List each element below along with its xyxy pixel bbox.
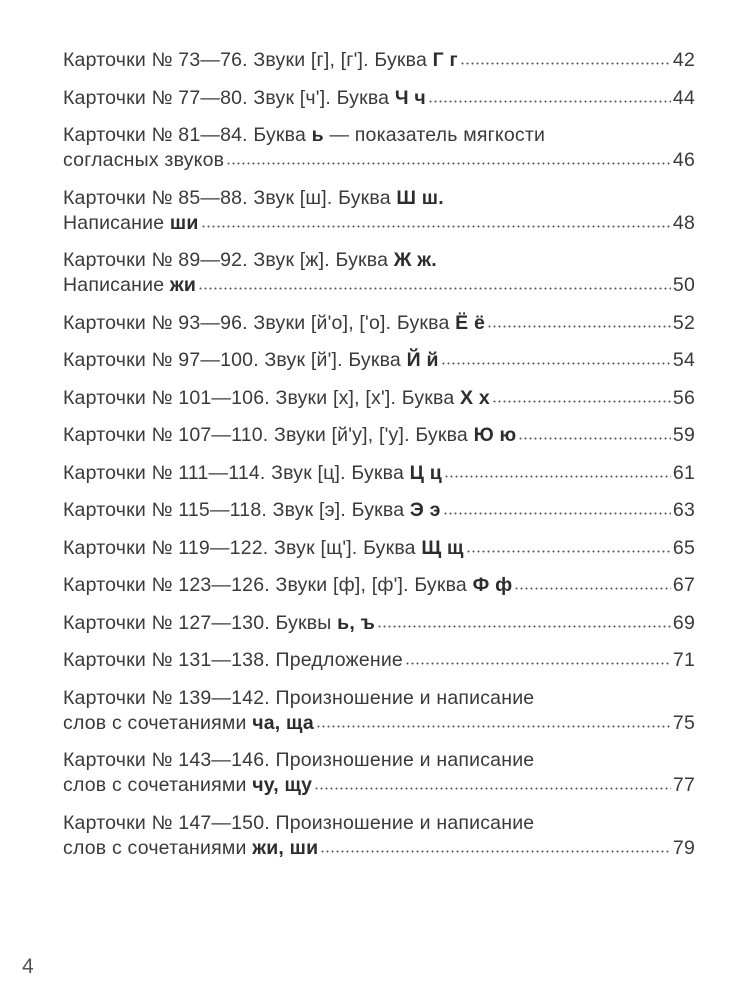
toc-text: слов с сочетаниями [63,836,253,859]
toc-line-text [63,811,534,836]
toc-line-text [63,123,545,148]
dot-leader [428,100,671,103]
toc-text: Карточки № 89—92. Звук [ж]. Буква [63,249,394,271]
toc-text: согласных звуков [63,149,225,171]
dot-leader [405,662,671,665]
toc-line [63,423,695,448]
toc-line-text [63,748,534,773]
toc-text: Карточки № 101—106. Звуки [х], [х']. Буква [63,386,461,409]
toc-bold-letters: Э э [409,499,441,521]
toc-line-text [63,461,442,486]
toc-line-text [63,423,516,448]
toc-text: Карточки № 127—130. Буквы [63,611,338,634]
toc-line-text [63,273,196,298]
toc-bold-letters: ча, ща [252,711,314,734]
toc-entry [63,123,695,173]
toc-text: Карточки № 97—100. Звук [й']. Буква [63,349,407,371]
toc-line [63,498,695,523]
toc-line-text [63,248,437,273]
dot-leader [518,437,671,440]
dot-leader [441,362,671,365]
toc-page-number: 56 [672,386,695,409]
toc-text: Карточки № 115—118. Звук [э]. Буква [63,499,410,521]
toc-line-text [63,836,318,861]
toc-line [63,711,695,736]
toc-text: Карточки № 143—146. Произношение и написание [63,749,535,771]
toc-entry [63,748,695,798]
toc-page-number: 67 [672,574,695,596]
toc-line [63,311,695,336]
toc-line-text [63,48,458,73]
toc-bold-letters: Щ щ [421,536,464,559]
toc-bold-letters: жи, ши [252,836,319,859]
dot-leader [443,512,671,515]
toc-line-text [63,386,490,411]
toc-page-number: 79 [672,836,695,859]
toc-entry [63,386,695,411]
toc-text: Карточки № 123—126. Звуки [ф], [ф']. Буква [63,574,473,596]
toc-page-number: 61 [672,461,695,484]
toc-text: Написание [63,274,170,296]
toc-text: Карточки № 73—76. Звуки [г], [г']. Буква [63,49,433,71]
toc-entry [63,811,695,861]
toc-page-number: 65 [672,536,695,559]
toc-bold-letters: Ф ф [472,574,513,596]
toc-page-number: 46 [672,149,695,171]
dot-leader [226,162,671,165]
toc-line [63,573,695,598]
dot-leader [492,400,671,403]
toc-line-text [63,311,485,336]
toc-line [63,648,695,673]
toc-text: Карточки № 119—122. Звук [щ']. Буква [63,536,422,559]
toc-line [63,386,695,411]
toc-line [63,148,695,173]
toc-text: Карточки № 85—88. Звук [ш]. Буква [63,186,397,209]
dot-leader [444,475,671,478]
toc-line-text [63,148,224,173]
dot-leader [314,787,671,790]
toc-text: Карточки № 147—150. Произношение и написание [63,811,535,834]
toc-page-number: 71 [672,649,695,671]
toc-bold-letters: Ц ц [409,461,442,484]
dot-leader [487,325,671,328]
toc-page-number: 63 [672,499,695,521]
page-number: 4 [22,955,34,978]
toc-line-text [63,573,512,598]
toc-line [63,836,695,861]
toc-page-number: 59 [672,424,695,446]
toc-text: Карточки № 93—96. Звуки [й'о], ['о]. Буква [63,311,456,334]
toc-page-number: 44 [672,86,695,109]
toc-line-text [63,211,199,236]
toc-entry [63,186,695,236]
toc-text: Карточки № 139—142. Произношение и написание [63,686,535,709]
toc-page-number: 52 [672,311,695,334]
toc-entry [63,348,695,373]
toc-entry [63,536,695,561]
toc-text: Карточки № 81—84. Буква [63,124,312,146]
toc-line [63,536,695,561]
toc-text: Карточки № 131—138. Предложение [63,649,403,671]
toc-line [63,348,695,373]
toc-line-text [63,536,464,561]
toc-line [63,773,695,798]
toc-line-text [63,348,439,373]
toc-line [63,461,695,486]
dot-leader [320,850,671,853]
toc-text: Карточки № 107—110. Звуки [й'у], ['у]. Буква [63,424,474,446]
toc-line [63,248,695,273]
toc-bold-letters: чу, щу [252,774,313,796]
toc-entry [63,498,695,523]
dot-leader [466,550,671,553]
toc-line [63,123,695,148]
toc-line [63,611,695,636]
toc-bold-letters: ши [169,211,199,234]
toc-text: слов с сочетаниями [63,711,253,734]
toc-entry [63,461,695,486]
toc-bold-letters: жи [169,274,197,296]
dot-leader [316,725,671,728]
toc-entry [63,611,695,636]
toc-line [63,211,695,236]
dot-leader [460,62,671,65]
toc-line [63,811,695,836]
toc-line [63,748,695,773]
toc-text-after: — показатель мягкости [323,124,546,146]
dot-leader [377,625,671,628]
toc-entry [63,248,695,298]
toc-line [63,186,695,211]
toc-bold-letters: Ё ё [455,311,486,334]
toc-line-text [63,773,312,798]
toc-bold-letters: Й й [406,349,439,371]
toc-bold-letters: ь [311,124,324,146]
toc-page-number: 75 [672,711,695,734]
toc-text: слов с сочетаниями [63,774,253,796]
toc-line-text [63,686,534,711]
dot-leader [514,587,671,590]
toc-line-text [63,611,375,636]
toc-bold-letters: Ж ж. [393,249,437,271]
toc-line [63,686,695,711]
toc-page-number: 42 [672,49,695,71]
toc-line-text [63,711,314,736]
toc-line [63,48,695,73]
toc-bold-letters: Ю ю [473,424,517,446]
toc-text: Карточки № 77—80. Звук [ч']. Буква [63,86,395,109]
toc-line-text [63,648,403,673]
toc-entry [63,423,695,448]
toc-line-text [63,86,426,111]
toc-line-text [63,498,441,523]
toc-entry [63,648,695,673]
toc-text: Карточки № 111—114. Звук [ц]. Буква [63,461,410,484]
toc-line [63,273,695,298]
toc-bold-letters: Г г [432,49,458,71]
toc-text: Написание [63,211,170,234]
table-of-contents [63,48,695,873]
toc-entry [63,573,695,598]
toc-page-number: 54 [672,349,695,371]
toc-page-number: 50 [672,274,695,296]
toc-entry [63,686,695,736]
toc-entry [63,48,695,73]
toc-page-number: 69 [672,611,695,634]
toc-line [63,86,695,111]
toc-bold-letters: Ч ч [394,86,426,109]
toc-line-text [63,186,444,211]
toc-entry [63,311,695,336]
toc-page-number: 77 [672,774,695,796]
toc-bold-letters: Ш ш. [396,186,444,209]
dot-leader [198,287,671,290]
dot-leader [201,225,671,228]
toc-bold-letters: ь, ъ [337,611,375,634]
toc-page-number: 48 [672,211,695,234]
toc-bold-letters: Х х [460,386,490,409]
toc-entry [63,86,695,111]
